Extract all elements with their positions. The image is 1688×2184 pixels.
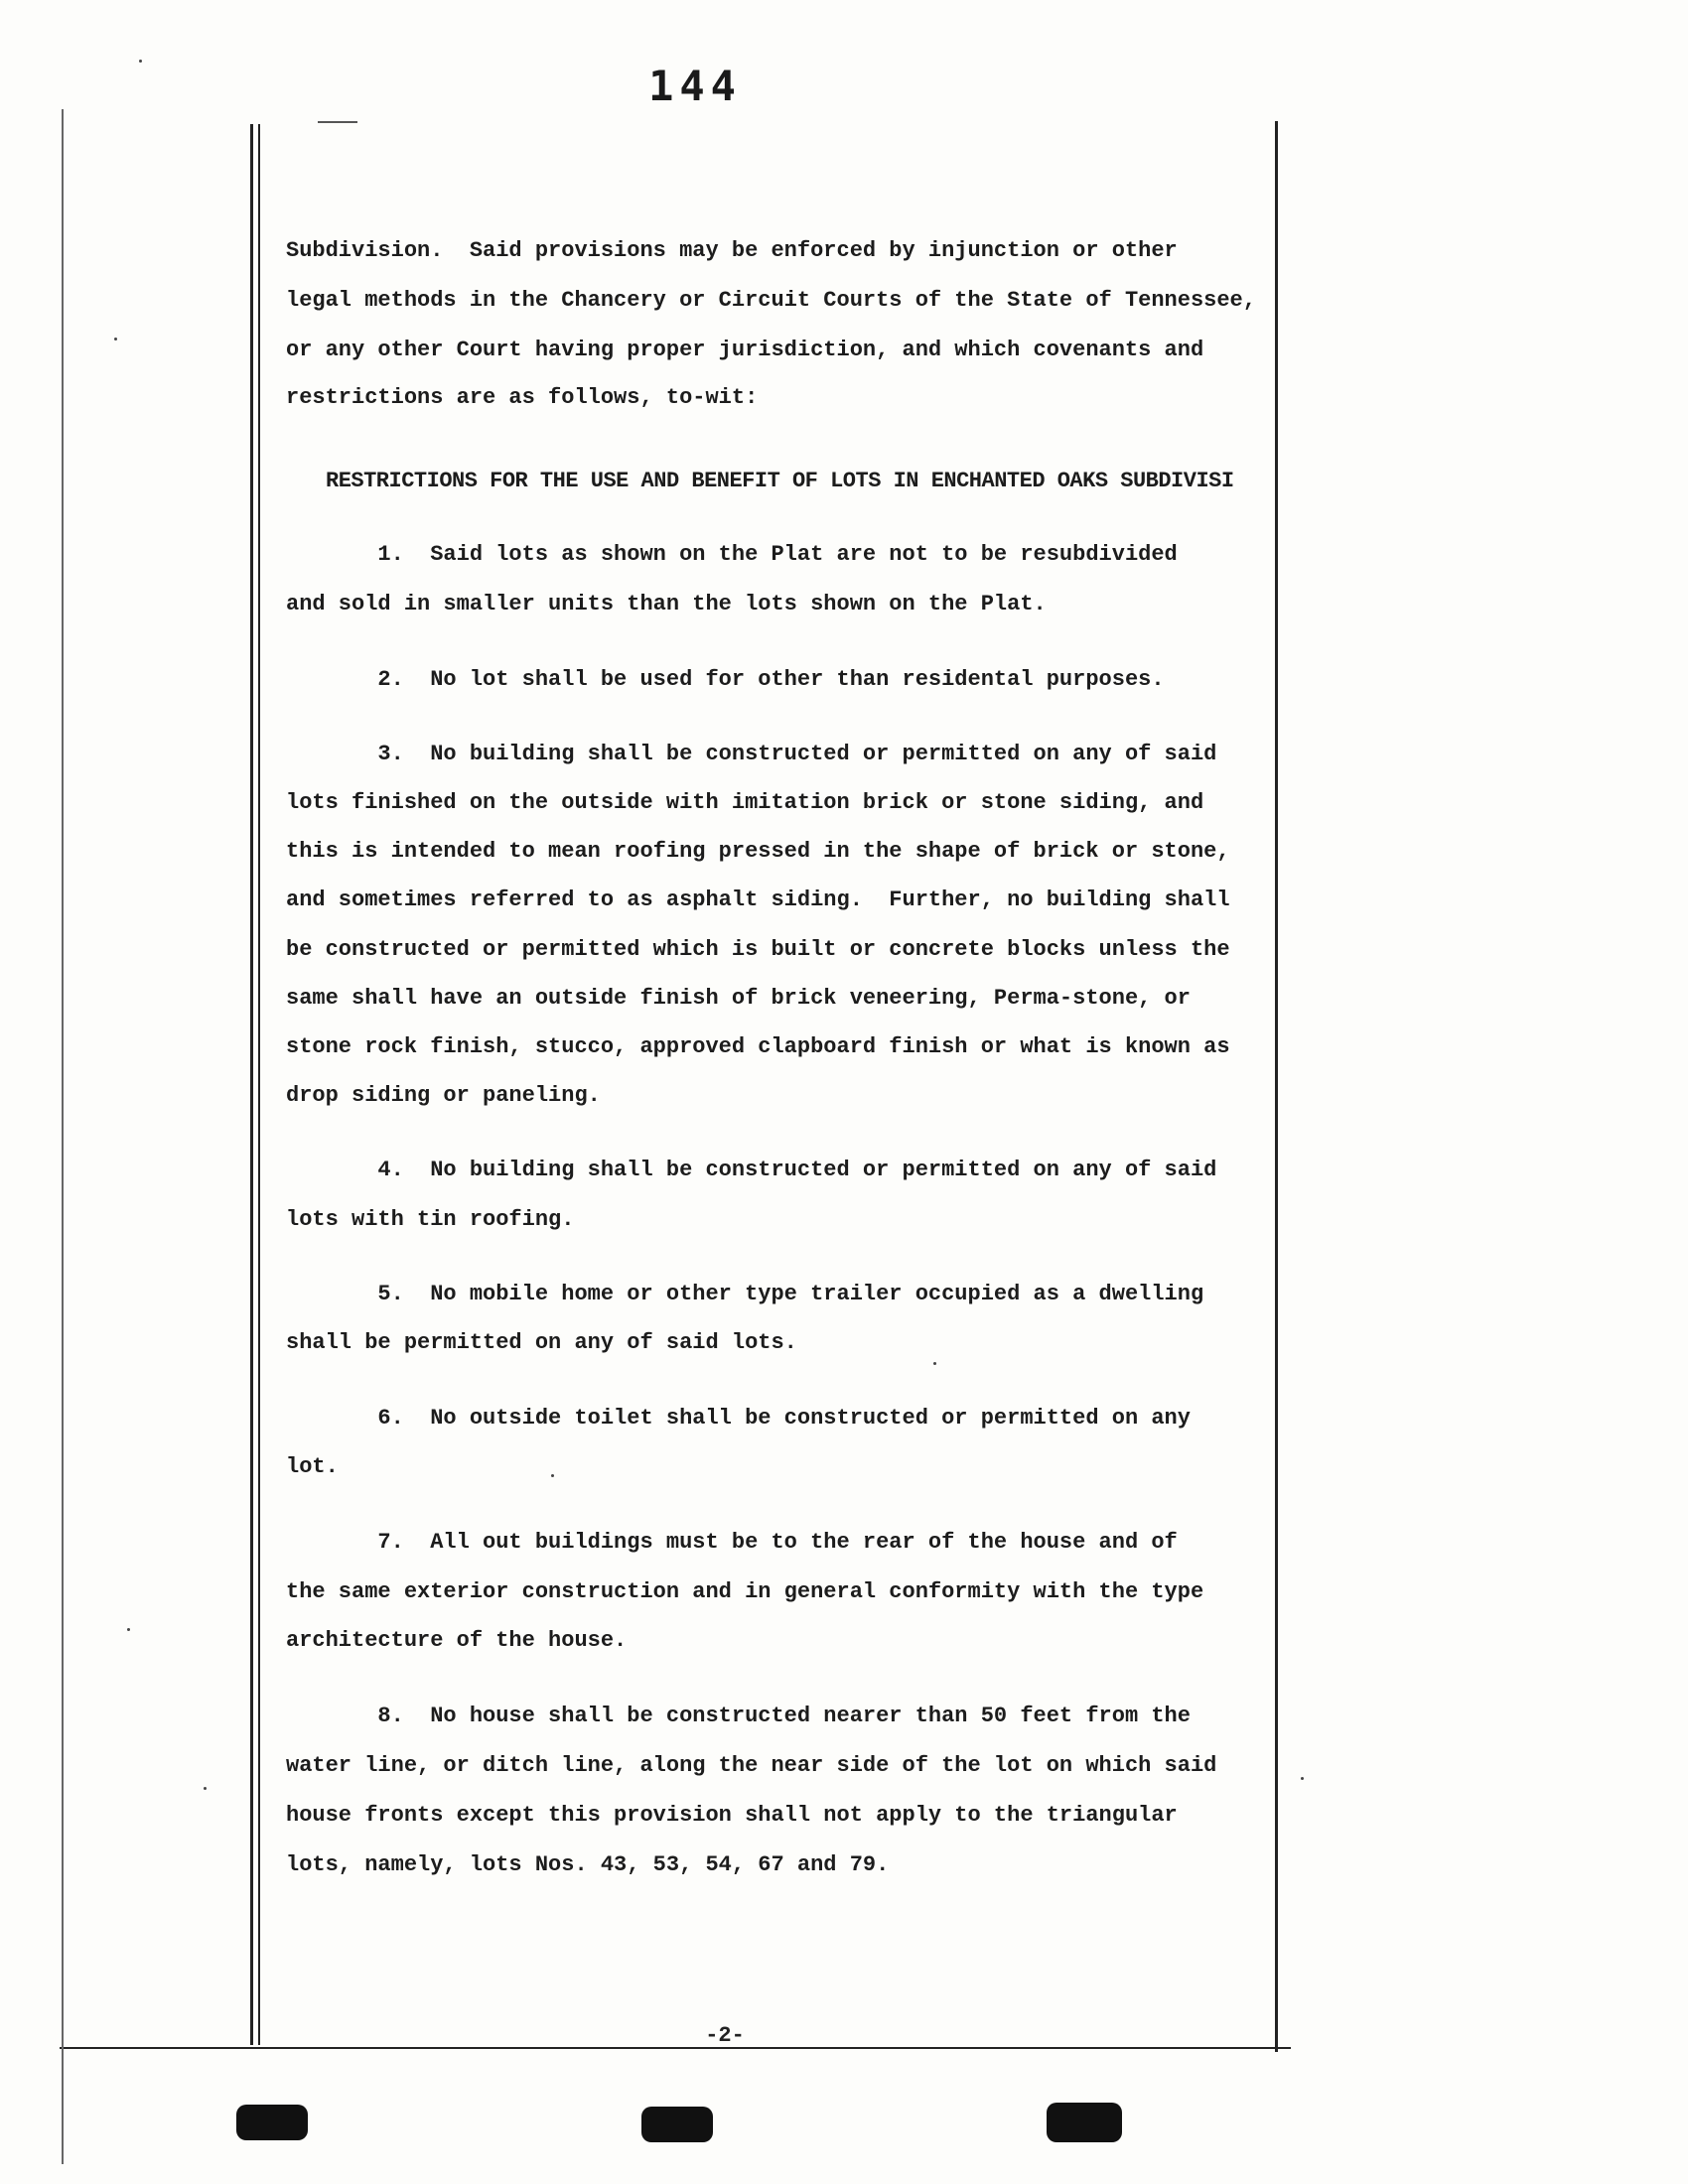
text-line: shall be permitted on any of said lots.: [286, 1330, 797, 1355]
scan-speck: [1301, 1777, 1304, 1780]
text-line: lots, namely, lots Nos. 43, 53, 54, 67 and 79.: [286, 1852, 890, 1877]
text-line: 4. No building shall be constructed or permitted on any of said: [286, 1158, 1217, 1182]
left-margin-rule-inner: [258, 124, 260, 2045]
left-margin-rule: [250, 124, 253, 2045]
restrictions-heading: RESTRICTIONS FOR THE USE AND BENEFIT OF LOTS IN ENCHANTED OAKS SUBDIVISI: [326, 469, 1234, 493]
text-line: or any other Court having proper jurisdiction, and which covenants and: [286, 338, 1204, 362]
text-line: 6. No outside toilet shall be constructed or permitted on any: [286, 1406, 1191, 1431]
binding-hole-blot-center: [641, 2107, 713, 2142]
text-line: 1. Said lots as shown on the Plat are not to be resubdivided: [286, 542, 1178, 567]
top-rule: [318, 121, 357, 123]
text-line: same shall have an outside finish of brick veneering, Perma-stone, or: [286, 986, 1191, 1011]
text-line: drop siding or paneling.: [286, 1083, 601, 1108]
text-line: and sometimes referred to as asphalt siding. Further, no building shall: [286, 887, 1230, 912]
book-page-number: 144: [648, 62, 742, 110]
scan-speck: [204, 1787, 207, 1790]
text-line: architecture of the house.: [286, 1628, 628, 1653]
scan-speck: [114, 338, 117, 341]
text-line: this is intended to mean roofing pressed in the shape of brick or stone,: [286, 839, 1230, 864]
text-line: Subdivision. Said provisions may be enforced by injunction or other: [286, 238, 1178, 263]
scan-speck: [127, 1628, 130, 1631]
binding-hole-blot-right: [1047, 2103, 1122, 2142]
text-line: 8. No house shall be constructed nearer than 50 feet from the: [286, 1704, 1191, 1728]
text-line: stone rock finish, stucco, approved clapboard finish or what is known as: [286, 1034, 1230, 1059]
text-line: be constructed or permitted which is built or concrete blocks unless the: [286, 937, 1230, 962]
page-number: -2-: [705, 2023, 745, 2048]
text-line: 2. No lot shall be used for other than residental purposes.: [286, 667, 1165, 692]
right-margin-rule: [1275, 121, 1278, 2052]
binding-hole-blot-left: [236, 2105, 308, 2140]
text-line: legal methods in the Chancery or Circuit Courts of the State of Tennessee,: [286, 288, 1256, 313]
left-edge-line: [62, 109, 64, 2164]
text-line: 7. All out buildings must be to the rear of the house and of: [286, 1530, 1178, 1555]
text-line: lot.: [286, 1454, 339, 1479]
bottom-rule: [60, 2047, 1291, 2049]
text-line: house fronts except this provision shall not apply to the triangular: [286, 1803, 1178, 1828]
scan-speck: [139, 60, 142, 63]
text-line: lots with tin roofing.: [286, 1207, 575, 1232]
scan-speck: [551, 1474, 554, 1477]
text-line: restrictions are as follows, to-wit:: [286, 385, 759, 410]
text-line: water line, or ditch line, along the near side of the lot on which said: [286, 1753, 1217, 1778]
text-line: 5. No mobile home or other type trailer occupied as a dwelling: [286, 1282, 1204, 1306]
text-line: 3. No building shall be constructed or permitted on any of said: [286, 742, 1217, 766]
text-line: and sold in smaller units than the lots shown on the Plat.: [286, 592, 1047, 616]
scan-speck: [933, 1362, 936, 1365]
text-line: the same exterior construction and in general conformity with the type: [286, 1579, 1204, 1604]
text-line: lots finished on the outside with imitation brick or stone siding, and: [286, 790, 1204, 815]
